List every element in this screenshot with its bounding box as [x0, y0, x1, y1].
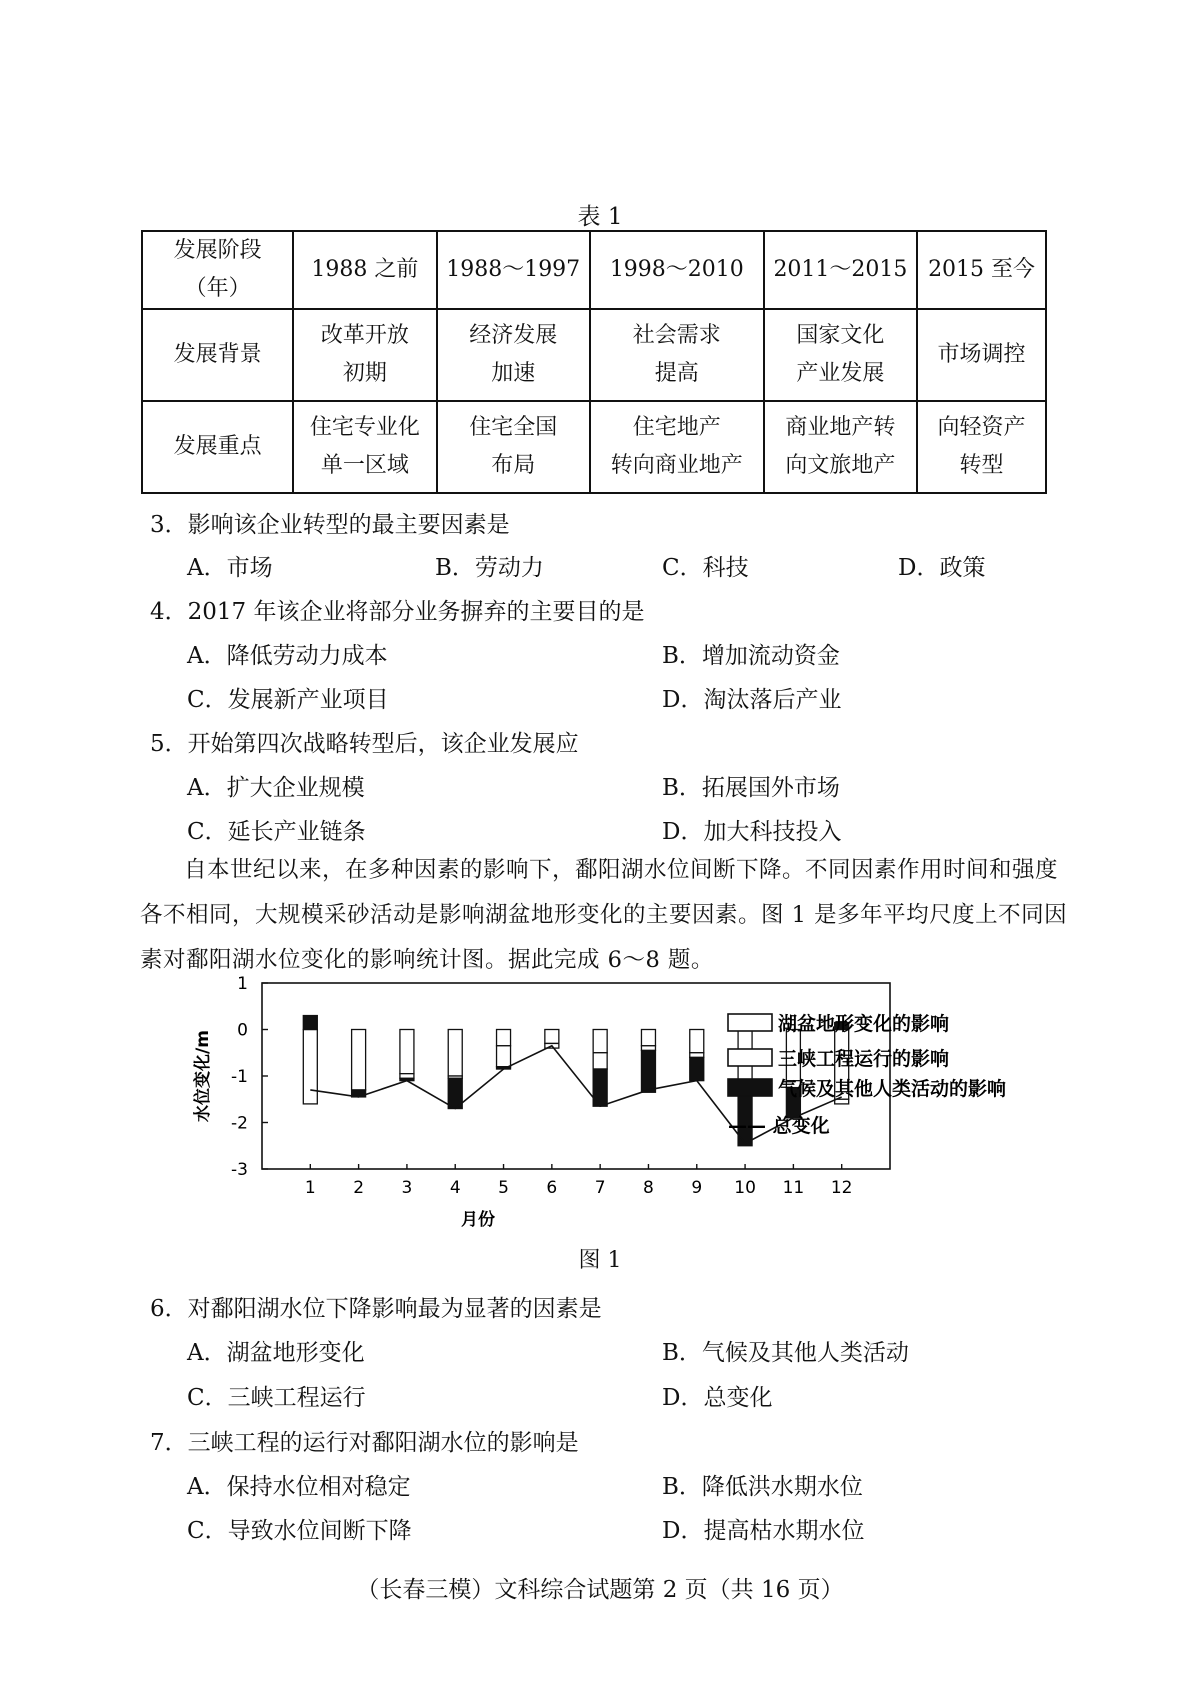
legend-label-climate: 气候及其他人类活动的影响	[778, 1078, 1007, 1100]
table-row	[142, 401, 1046, 493]
bar-three-gorges	[497, 1046, 511, 1067]
legend-label-three-gorges: 三峡工程运行的影响	[778, 1048, 950, 1070]
y-tick-label: -2	[231, 1113, 248, 1134]
question-3-option-a: A．市场	[187, 555, 273, 581]
x-tick-label: 7	[594, 1178, 606, 1198]
legend-swatch-three-gorges	[728, 1049, 772, 1066]
question-6-option-a: A．湖盆地形变化	[187, 1340, 365, 1366]
x-tick-label: 4	[449, 1178, 461, 1198]
table-header-cell: 2011～2015	[764, 231, 917, 309]
table-cell: 社会需求 提高	[590, 309, 764, 401]
bar-three-gorges	[690, 1053, 704, 1058]
page-footer: （长春三模）文科综合试题第 2 页（共 16 页）	[356, 1577, 844, 1603]
bar-three-gorges	[641, 1046, 655, 1051]
question-3-option-c: C．科技	[662, 555, 749, 581]
y-axis-label: 水位变化/m	[193, 1030, 213, 1122]
question-4-option-a: A．降低劳动力成本	[187, 643, 388, 669]
question-4-option-d: D．淘汰落后产业	[662, 687, 842, 713]
figure-caption: 图 1	[578, 1248, 622, 1273]
passage-paragraph: 自本世纪以来，在多种因素的影响下，鄱阳湖水位间断下降。不同因素作用时间和强度各不相同，大规模采砂活动是影响湖盆地形变化的主要因素。图 1 是多年平均尺度上不同因素对鄱阳湖水位变化的影响统计图。据此完成 6～8 题。	[140, 857, 1068, 973]
table-cell: 住宅专业化 单一区域	[293, 401, 436, 493]
legend-swatch-basin	[728, 1014, 772, 1031]
x-tick-label: 6	[546, 1178, 558, 1198]
x-tick-label: 2	[353, 1178, 365, 1198]
table-row-label: 发展背景	[142, 309, 293, 401]
question-5-option-a: A．扩大企业规模	[187, 775, 365, 801]
bar-basin-change	[641, 1030, 655, 1046]
x-tick-label: 11	[782, 1178, 805, 1198]
question-5-option-c: C．延长产业链条	[187, 819, 366, 845]
x-axis-label: 月份	[461, 1210, 495, 1230]
table-row-label: 发展重点	[142, 401, 293, 493]
table-cell: 国家文化 产业发展	[764, 309, 917, 401]
legend-label-basin: 湖盆地形变化的影响	[778, 1013, 950, 1035]
table-cell: 市场调控	[917, 309, 1046, 401]
question-6-option-d: D．总变化	[662, 1385, 773, 1411]
water-level-chart	[190, 975, 1070, 1235]
x-tick-label: 8	[643, 1178, 654, 1198]
bar-climate-human	[641, 1050, 655, 1092]
bar-climate-human	[690, 1057, 704, 1080]
table-cell: 住宅全国 布局	[437, 401, 590, 493]
bar-basin-change	[303, 1030, 317, 1104]
bar-basin-change	[497, 1030, 511, 1046]
question-7-option-b: B．降低洪水期水位	[662, 1474, 863, 1500]
question-7-option-d: D．提高枯水期水位	[662, 1518, 865, 1544]
question-6-option-b: B．气候及其他人类活动	[662, 1340, 909, 1366]
question-6-option-c: C．三峡工程运行	[187, 1385, 366, 1411]
table-row	[142, 309, 1046, 401]
table-header-cell: 1988 之前	[293, 231, 436, 309]
bar-basin-change	[593, 1030, 607, 1053]
table-header-cell: 2015 至今	[917, 231, 1046, 309]
question-7-stem: 7．三峡工程的运行对鄱阳湖水位的影响是	[150, 1430, 579, 1456]
question-4-option-b: B．增加流动资金	[662, 643, 840, 669]
y-tick-label: -1	[231, 1067, 248, 1087]
question-6-stem: 6．对鄱阳湖水位下降影响最为显著的因素是	[150, 1296, 602, 1322]
table-cell: 住宅地产 转向商业地产	[590, 401, 764, 493]
table-header-cell: 1998～2010	[590, 231, 764, 309]
table-header-cell: 1988～1997	[437, 231, 590, 309]
x-tick-label: 3	[401, 1178, 413, 1198]
legend-label-total: —— 总变化	[728, 1115, 830, 1137]
development-stages-table	[141, 230, 1047, 494]
bar-basin-change	[690, 1030, 704, 1053]
table-cell: 经济发展 加速	[437, 309, 590, 401]
table-caption: 表 1	[577, 204, 623, 230]
question-7-option-a: A．保持水位相对稳定	[187, 1474, 411, 1500]
x-tick-label: 12	[830, 1178, 853, 1198]
bar-basin-change	[448, 1030, 462, 1077]
table-cell: 改革开放 初期	[293, 309, 436, 401]
table-cell: 商业地产转 向文旅地产	[764, 401, 917, 493]
question-5-stem: 5．开始第四次战略转型后，该企业发展应	[150, 731, 579, 757]
question-4-stem: 4．2017 年该企业将部分业务摒弃的主要目的是	[150, 599, 645, 625]
y-tick-label: 0	[237, 1020, 248, 1041]
x-tick-label: 1	[304, 1178, 316, 1198]
x-tick-label: 9	[691, 1178, 703, 1198]
question-7-option-c: C．导致水位间断下降	[187, 1518, 412, 1544]
question-3-option-b: B．劳动力	[435, 555, 544, 581]
question-4-option-c: C．发展新产业项目	[187, 687, 389, 713]
x-tick-label: 10	[734, 1178, 756, 1198]
bar-climate-human	[303, 1016, 317, 1030]
bar-three-gorges	[593, 1053, 607, 1069]
table-cell: 向轻资产 转型	[917, 401, 1046, 493]
question-5-option-d: D．加大科技投入	[662, 819, 842, 845]
bar-basin-change	[400, 1030, 414, 1074]
question-3-stem: 3．影响该企业转型的最主要因素是	[150, 512, 510, 538]
bar-three-gorges	[400, 1074, 414, 1079]
question-3-option-d: D．政策	[898, 555, 986, 581]
question-5-option-b: B．拓展国外市场	[662, 775, 840, 801]
table-header-cell: 发展阶段 （年）	[142, 231, 293, 309]
legend-swatch-climate	[728, 1079, 772, 1096]
bar-basin-change	[545, 1030, 559, 1044]
y-tick-label: -3	[231, 1160, 248, 1180]
table-header-row	[142, 231, 1046, 309]
x-tick-label: 5	[498, 1178, 509, 1198]
bar-basin-change	[352, 1030, 366, 1090]
y-tick-label: 1	[237, 975, 248, 994]
